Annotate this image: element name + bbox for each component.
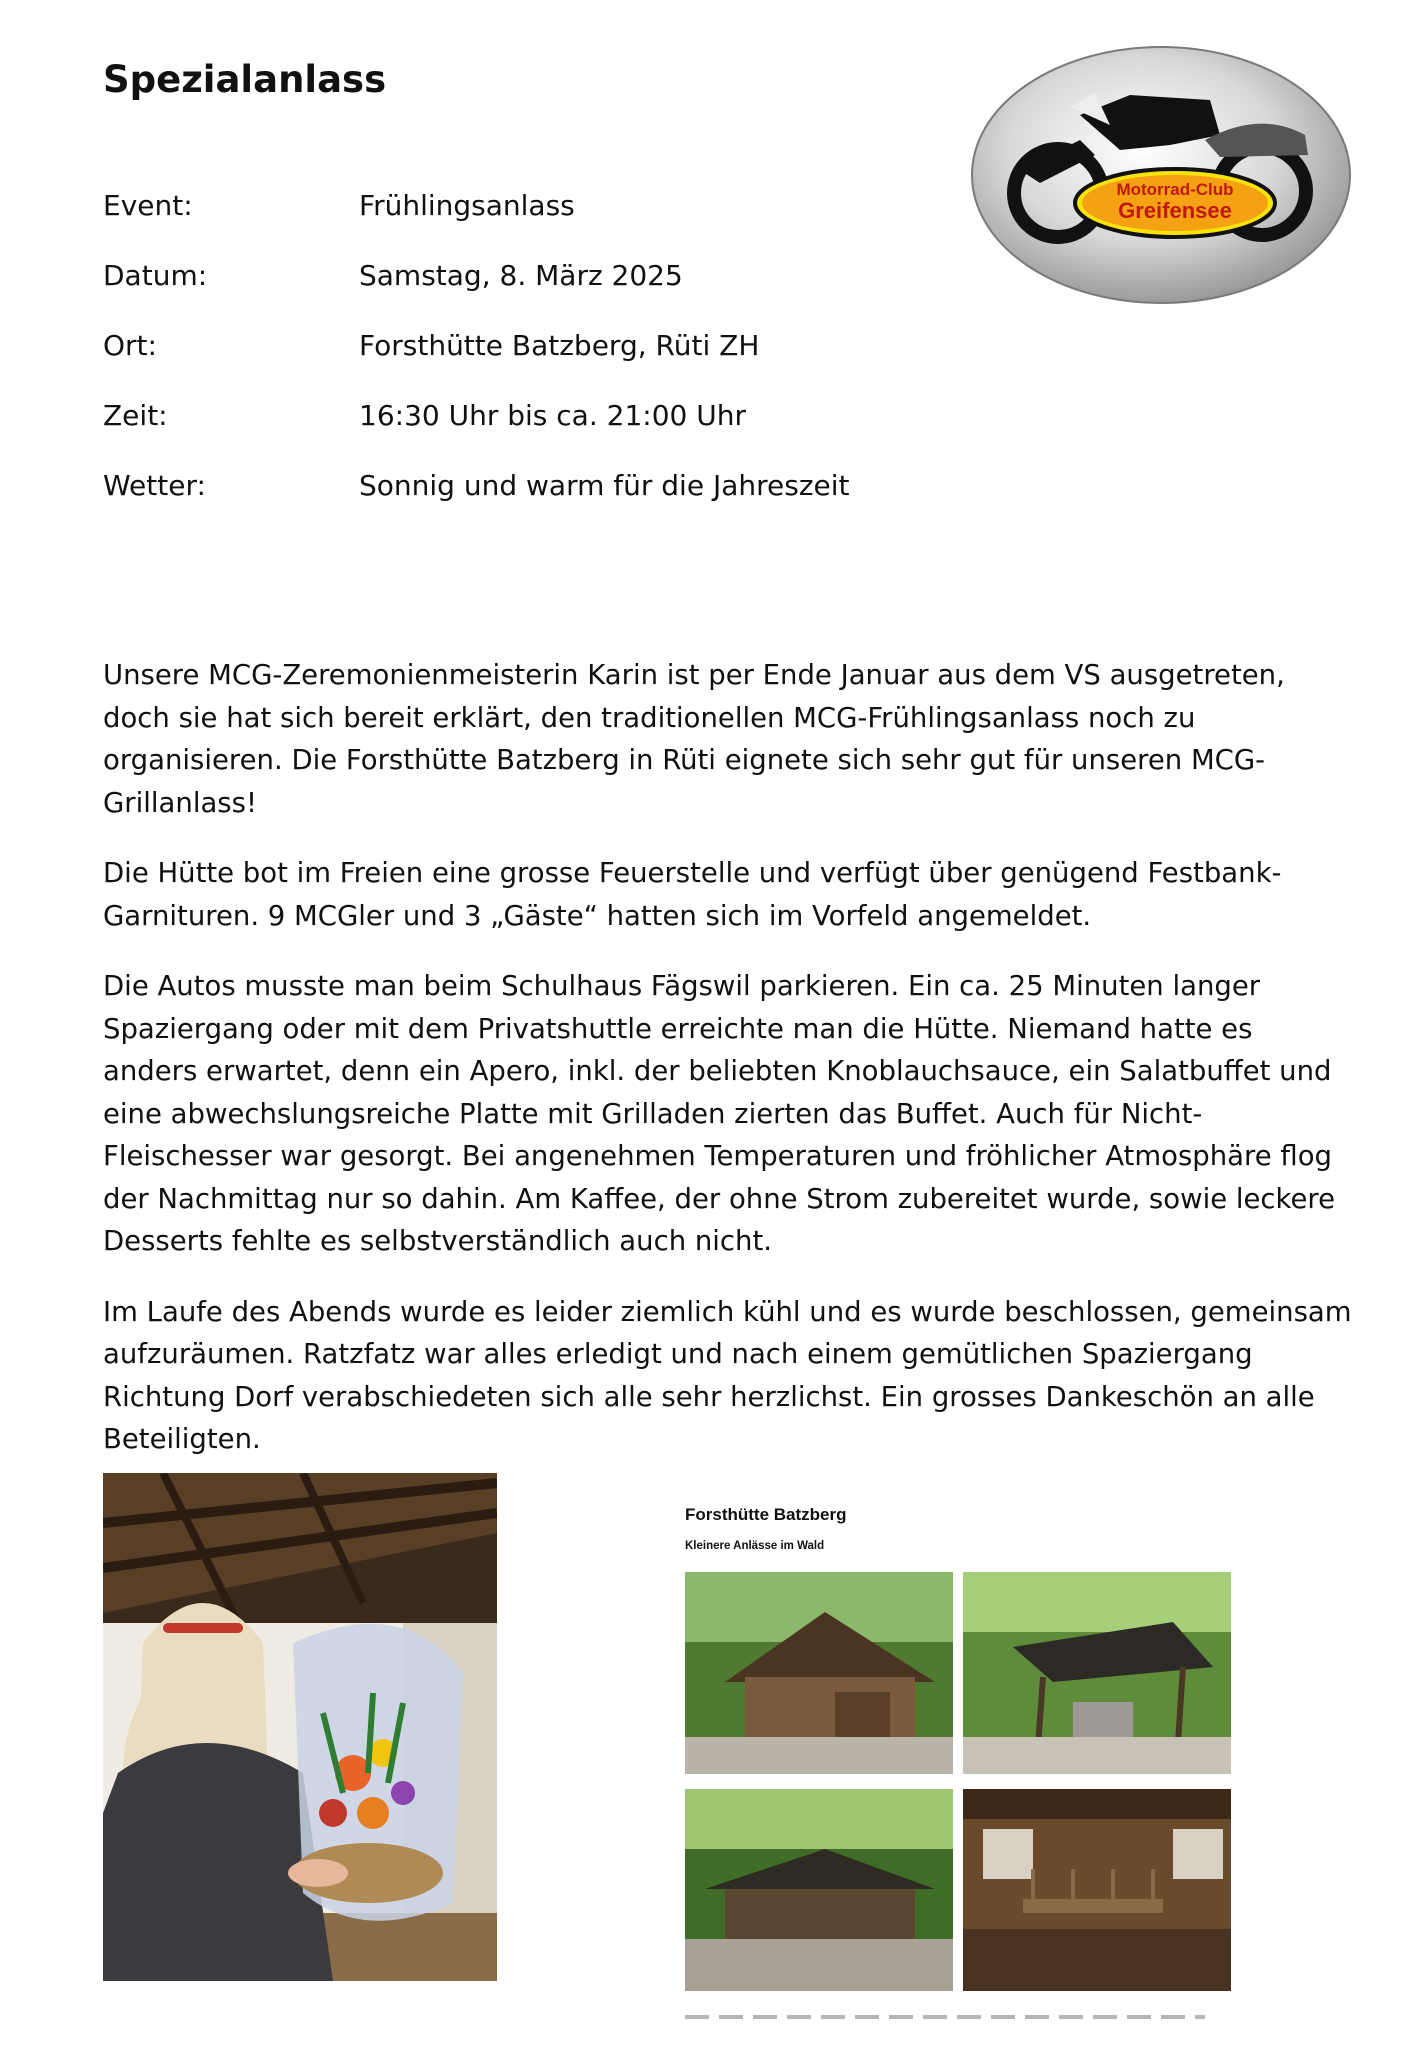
photo-hut-interior <box>963 1789 1231 1991</box>
fact-value: Frühlingsanlass <box>359 189 575 222</box>
flyer-subtitle: Kleinere Anlässe im Wald <box>685 1540 825 1552</box>
club-logo <box>970 45 1352 305</box>
fact-row-ort <box>103 326 903 396</box>
logo-line1: Motorrad-Club <box>1116 180 1234 199</box>
fact-row-zeit <box>103 396 903 466</box>
paragraph: Die Hütte bot im Freien eine grosse Feuerstelle und verfügt über genügend Festbank-Garnituren. 9 MCGler und 3 „Gäste“ hatten sich im Vorfeld angemeldet. <box>103 857 1282 932</box>
photo-karin-with-flowers <box>103 1473 497 1981</box>
fact-value: 16:30 Uhr bis ca. 21:00 Uhr <box>359 399 746 432</box>
fact-label: Ort: <box>103 329 157 362</box>
fact-label: Zeit: <box>103 399 168 432</box>
flyer-title: Forsthütte Batzberg <box>685 1505 847 1524</box>
fact-value: Samstag, 8. März 2025 <box>359 259 683 292</box>
fact-value: Sonnig und warm für die Jahreszeit <box>359 469 850 502</box>
report-body <box>103 654 1353 1489</box>
photo-hut-exterior <box>685 1572 953 1774</box>
paragraph: Die Autos musste man beim Schulhaus Fägswil parkieren. Ein ca. 25 Minuten langer Spaziergang oder mit dem Privatshuttle erreichte man die Hütte. Niemand hatte es anders erwartet, denn ein Apero, inkl. der beliebten Knoblauchsauce, ein Salatbuffet und eine abwechslungsreiche Platte mit Grilladen zierten das Buffet. Auch für Nicht-Fleischesser war gesorgt. Bei angenehmen Temperaturen und fröhlicher Atmosphäre flog der Nachmittag nur so dahin. Am Kaffee, der ohne Strom zubereitet wurde, sowie leckere Desserts fehlte es selbstverständlich auch nicht. <box>103 970 1336 1257</box>
event-facts <box>103 186 903 536</box>
flyer-forsthuette <box>680 1495 1240 2025</box>
fact-label: Wetter: <box>103 469 206 502</box>
page-title: Spezialanlass <box>103 58 387 101</box>
photo-fireplace <box>963 1572 1231 1774</box>
fact-label: Datum: <box>103 259 208 292</box>
paragraph: Im Laufe des Abends wurde es leider ziemlich kühl und es wurde beschlossen, gemeinsam aufzuräumen. Ratzfatz war alles erledigt und nach einem gemütlichen Spaziergang Richtung Dorf verabschiedeten sich alle sehr herzlichst. Ein grosses Dankeschön an alle Beteiligten. <box>103 1295 1352 1455</box>
paragraph: Unsere MCG-Zeremonienmeisterin Karin ist per Ende Januar aus dem VS ausgetreten, doch sie hat sich bereit erklärt, den traditionellen MCG-Frühlingsanlass noch zu organisieren. Die Forsthütte Batzberg in Rüti eignete sich sehr gut für unseren MCG-Grillanlass! <box>103 659 1285 819</box>
fact-label: Event: <box>103 189 193 222</box>
fact-value: Forsthütte Batzberg, Rüti ZH <box>359 329 760 362</box>
flyer-footer-text-cropped <box>685 2015 1205 2019</box>
logo-line2: Greifensee <box>1118 198 1232 223</box>
photo-shelter <box>685 1789 953 1991</box>
fact-row-wetter <box>103 466 903 536</box>
fact-row-datum <box>103 256 903 326</box>
fact-row-event <box>103 186 903 256</box>
